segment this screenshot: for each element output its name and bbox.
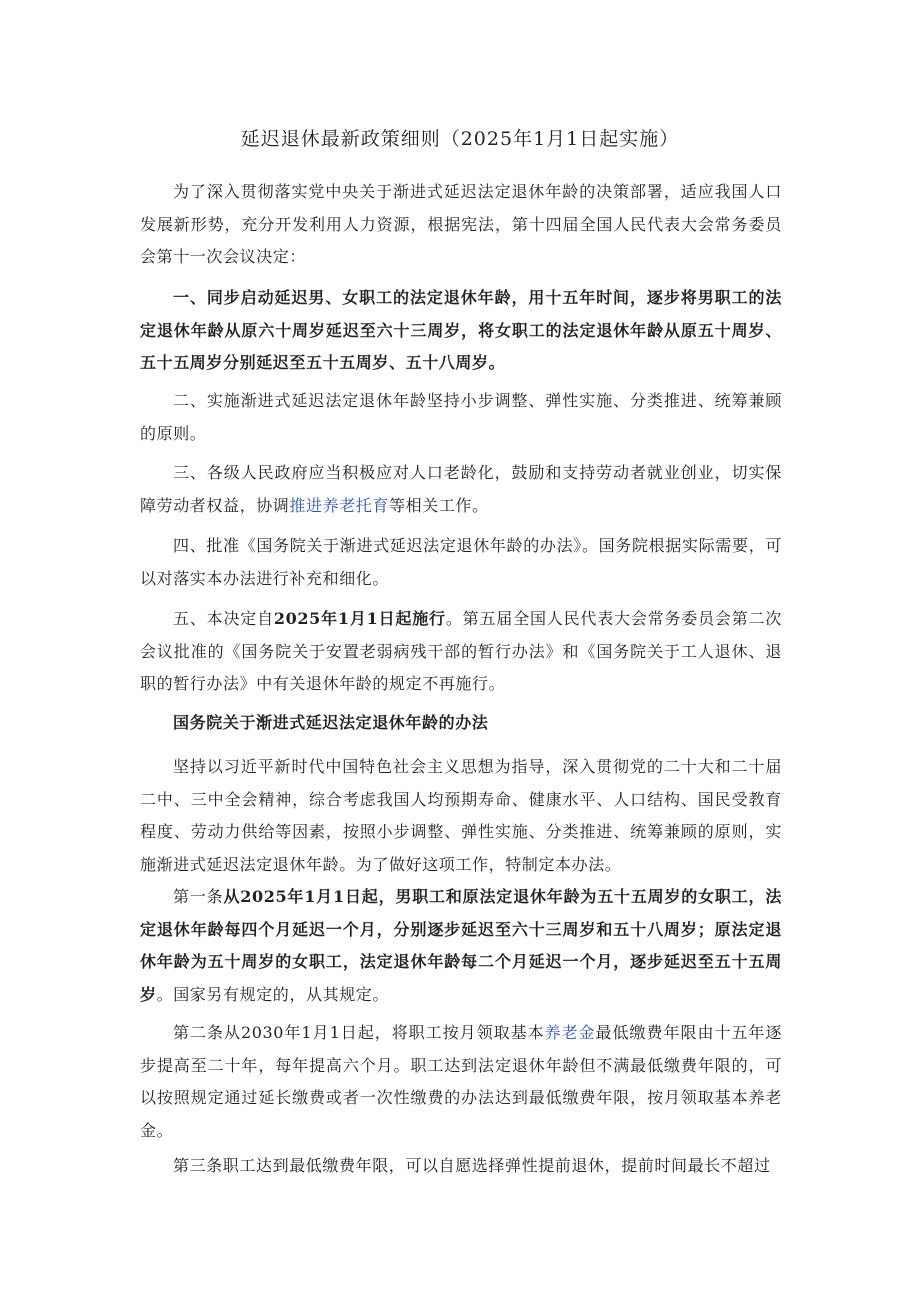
text-segment: 。国家另有规定的，从其规定。 — [156, 984, 390, 1004]
paragraph-clause-3: 第三条职工达到最低缴费年限，可以自愿选择弹性提前退休，提前时间最长不超过 — [173, 1156, 771, 1175]
effective-date: 2025年1月1日起施行 — [273, 609, 446, 628]
section-heading: 国务院关于渐进式延迟法定退休年龄的办法 — [173, 713, 489, 732]
paragraph-intro: 为了深入贯彻落实党中央关于渐进式延迟法定退休年龄的决策部署，适应我国人口发展新形势，充分开发利用人力资源，根据宪法，第十四届全国人民代表大会常务委员会第十一次会议决定： — [140, 182, 782, 266]
paragraph-article-3 — [140, 457, 782, 522]
clause-1-bold: 从2025年1月1日起，男职工和原法定退休年龄为五十五周岁的女职工，法定退休年龄每四个月延迟一个月，分别逐步延迟至六十三周岁和五十八周岁；原法定退休年龄为五十周岁的女职工，法定退休年龄每二个月延迟一个月，逐步延迟至五十五周岁 — [140, 887, 782, 1004]
text-segment: 。第五届全国人民代表大会常务委员会第二次会议批准的《国务院关于安置老弱病残干部的暂行办法》和《国务院关于工人退休、退职的暂行办法》中有关退休年龄的规定不再施行。 — [140, 609, 782, 693]
paragraph-article-2: 二、实施渐进式延迟法定退休年龄坚持小步调整、弹性实施、分类推进、统筹兼顾的原则。 — [140, 391, 782, 443]
link-pension[interactable]: 养老金 — [544, 1023, 596, 1042]
text-segment: 第一条 — [173, 887, 224, 906]
paragraph-article-4: 四、批准《国务院关于渐进式延迟法定退休年龄的办法》。国务院根据实际需要，可以对落实本办法进行补充和细化。 — [140, 536, 782, 588]
text-segment: 五、本决定自 — [173, 609, 274, 628]
paragraph-preamble: 坚持以习近平新时代中国特色社会主义思想为指导，深入贯彻党的二十大和二十届二中、三中全会精神，综合考虑我国人均预期寿命、健康水平、人口结构、国民受教育程度、劳动力供给等因素，按照小步调整、弹性实施、分类推进、统筹兼顾的原则，实施渐进式延迟法定退休年龄。为了做好这项工作，特制定本办法。 — [140, 757, 782, 874]
text-segment: 第二条从2030年1月1日起，将职工按月领取基本 — [173, 1023, 545, 1042]
link-childcare[interactable]: 推进养老托育 — [289, 495, 390, 515]
text-segment: 最低缴费年限由十五年逐步提高至二十年，每年提高六个月。职工达到法定退休年龄但不满最低缴费年限的，可以按照规定通过延长缴费或者一次性缴费的办法达到最低缴费年限，按月领取基本养老金。 — [140, 1023, 782, 1140]
paragraph-clause-1 — [140, 881, 782, 1011]
document-title: 延迟退休最新政策细则（2025年1月1日起实施） — [240, 128, 680, 150]
paragraph-article-5 — [140, 603, 782, 701]
text-segment: 三、各级人民政府应当积极应对人口老龄化，鼓励和支持劳动者就业创业，切实保障劳动者权益，协调 — [140, 463, 782, 515]
paragraph-clause-2 — [140, 1017, 782, 1147]
text-segment: 等相关工作。 — [389, 495, 489, 515]
paragraph-article-1: 一、同步启动延迟男、女职工的法定退休年龄，用十五年时间，逐步将男职工的法定退休年龄从原六十周岁延迟至六十三周岁，将女职工的法定退休年龄从原五十周岁、五十五周岁分别延迟至五十五周岁、五十八周岁。 — [140, 288, 782, 372]
